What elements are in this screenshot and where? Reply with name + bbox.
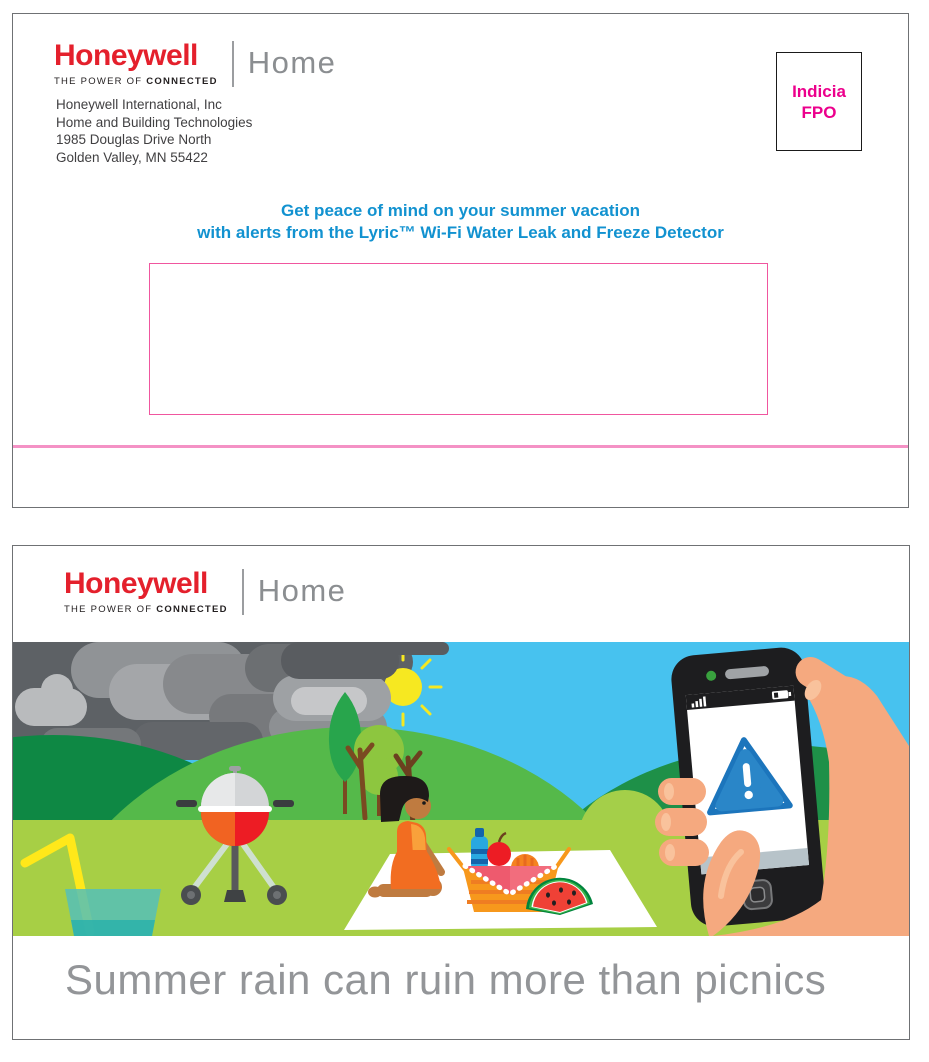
return-address-line: 1985 Douglas Drive North bbox=[56, 132, 212, 147]
honeywell-wordmark: Honeywell bbox=[54, 39, 198, 72]
return-address-line: Honeywell International, Inc bbox=[56, 97, 222, 112]
home-wordmark: Home bbox=[247, 45, 337, 80]
fold-line bbox=[13, 445, 908, 448]
honeywell-wordmark: Honeywell bbox=[64, 567, 208, 600]
honeywell-home-logo bbox=[64, 569, 346, 615]
logo-divider bbox=[232, 41, 234, 87]
teaser-headline-line2: with alerts from the Lyric™ Wi-Fi Water Leak and Freeze Detector bbox=[197, 223, 724, 242]
honeywell-home-logo bbox=[54, 41, 336, 87]
return-address-line: Golden Valley, MN 55422 bbox=[56, 149, 208, 165]
mailer-address-panel bbox=[12, 13, 909, 508]
teaser-headline bbox=[13, 200, 908, 244]
dark-cloud bbox=[373, 642, 449, 655]
return-address bbox=[56, 96, 252, 166]
illustration-canvas bbox=[13, 642, 909, 936]
picnic-storm-illustration bbox=[13, 642, 909, 936]
indicia-fpo-box bbox=[776, 52, 862, 151]
postcard-front-panel bbox=[12, 545, 910, 1040]
smartphone-in-hand bbox=[655, 646, 909, 936]
address-window-placeholder bbox=[149, 263, 768, 415]
indicia-line: Indicia bbox=[792, 81, 846, 101]
return-address-line: Home and Building Technologies bbox=[56, 114, 253, 130]
brand-tagline: THE POWER OF CONNECTED bbox=[64, 604, 228, 615]
brand-tagline: THE POWER OF CONNECTED bbox=[54, 76, 218, 87]
logo-divider bbox=[242, 569, 244, 615]
teaser-headline-line1: Get peace of mind on your summer vacation bbox=[281, 201, 640, 220]
home-wordmark: Home bbox=[257, 573, 347, 608]
front-headline: Summer rain can ruin more than picnics bbox=[65, 956, 827, 1003]
indicia-line: FPO bbox=[801, 102, 837, 122]
